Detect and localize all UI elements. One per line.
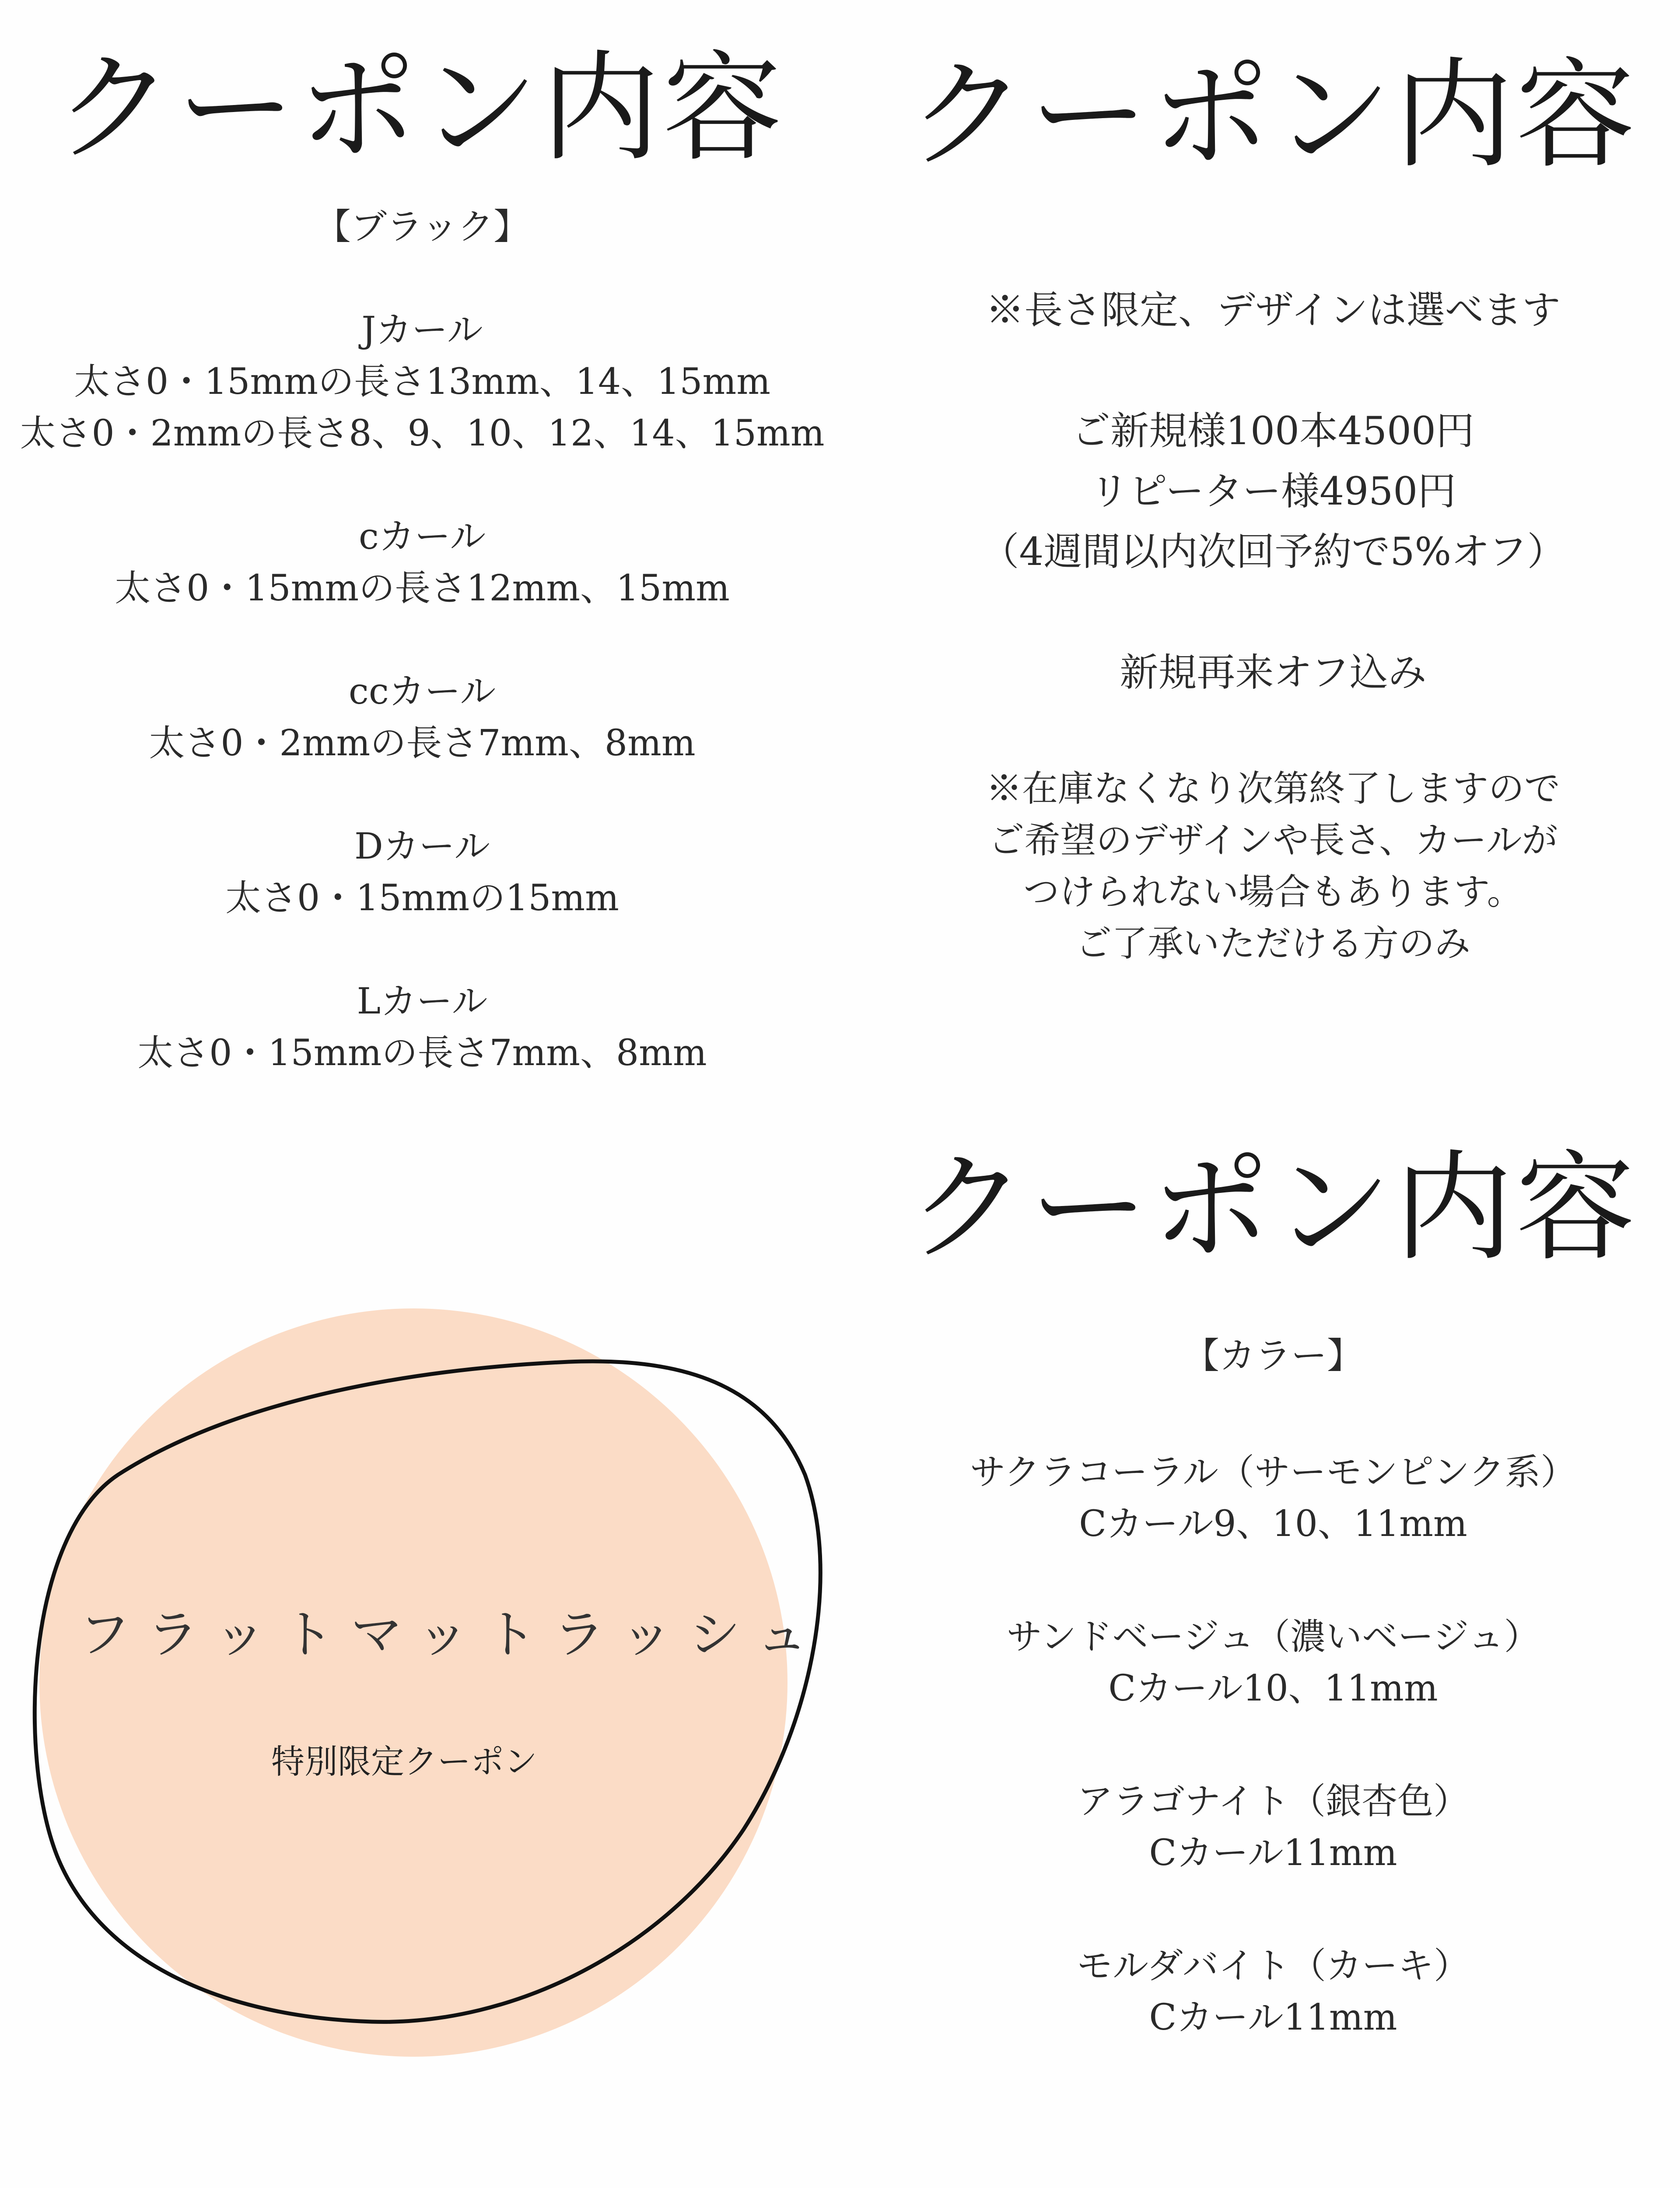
price-new: ご新規様100本4500円 <box>1072 408 1474 453</box>
stock-notice-4: ご了承いただける方のみ <box>1075 923 1470 964</box>
black-lash-section <box>0 201 844 1079</box>
title-left: クーポン内容 <box>55 39 784 178</box>
stock-notice-3: つけられない場合もあります。 <box>1023 871 1523 913</box>
color-spec-1: Cカール9、10、11mm <box>1079 1503 1467 1545</box>
title-right-bottom: クーポン内容 <box>908 1139 1638 1277</box>
curl-spec-j-2: 太さ0・2mmの長さ8、9、10、12、14、15mm <box>20 413 825 454</box>
color-name-4: モルダバイト（カーキ） <box>1077 1945 1470 1987</box>
badge-subtitle: 特別限定クーポン <box>271 1742 537 1781</box>
curl-name-d: Dカール <box>354 826 490 867</box>
color-spec-4: Cカール11mm <box>1149 1997 1397 2038</box>
badge-fill-circle <box>39 1308 788 2057</box>
color-heading: 【カラー】 <box>1183 1335 1363 1377</box>
curl-spec-d: 太さ0・15mmの15mm <box>225 877 619 919</box>
curl-name-l: Lカール <box>357 981 488 1022</box>
curl-name-cc: ccカール <box>348 671 496 712</box>
curl-spec-j-1: 太さ0・15mmの長さ13mm、14、15mm <box>74 361 771 403</box>
color-spec-2: Cカール10、11mm <box>1108 1668 1438 1709</box>
color-section <box>866 1330 1680 2044</box>
stock-notice-1: ※在庫なくなり次第終了しますので <box>986 768 1560 810</box>
curl-spec-cc: 太さ0・2mmの長さ7mm、8mm <box>149 722 696 764</box>
curl-name-j: Jカール <box>361 309 483 351</box>
title-right-top: クーポン内容 <box>908 46 1638 185</box>
curl-name-c: cカール <box>358 516 486 558</box>
repeat-discount: （4週間以内次回予約で5%オフ） <box>980 529 1566 574</box>
length-note: ※長さ限定、デザインは選べます <box>986 288 1561 333</box>
color-name-2: サンドベージュ（濃いベージュ） <box>1006 1616 1540 1658</box>
coupon-badge-graphic <box>0 1291 858 2100</box>
badge-title: フラットマットラッシュ <box>79 1604 825 1665</box>
color-name-1: サクラコーラル（サーモンピンク系） <box>970 1452 1577 1493</box>
price-repeat: リピーター様4950円 <box>1090 469 1456 514</box>
curl-spec-l: 太さ0・15mmの長さ7mm、8mm <box>137 1032 707 1074</box>
stock-notice-2: ご希望のデザインや長さ、カールが <box>988 820 1558 861</box>
curl-spec-c: 太さ0・15mmの長さ12mm、15mm <box>115 568 730 609</box>
color-spec-3: Cカール11mm <box>1149 1832 1397 1874</box>
color-name-3: アラゴナイト（銀杏色） <box>1077 1781 1470 1822</box>
black-heading: 【ブラック】 <box>315 206 530 248</box>
off-included: 新規再来オフ込み <box>1120 650 1427 695</box>
pricing-section <box>866 280 1680 970</box>
